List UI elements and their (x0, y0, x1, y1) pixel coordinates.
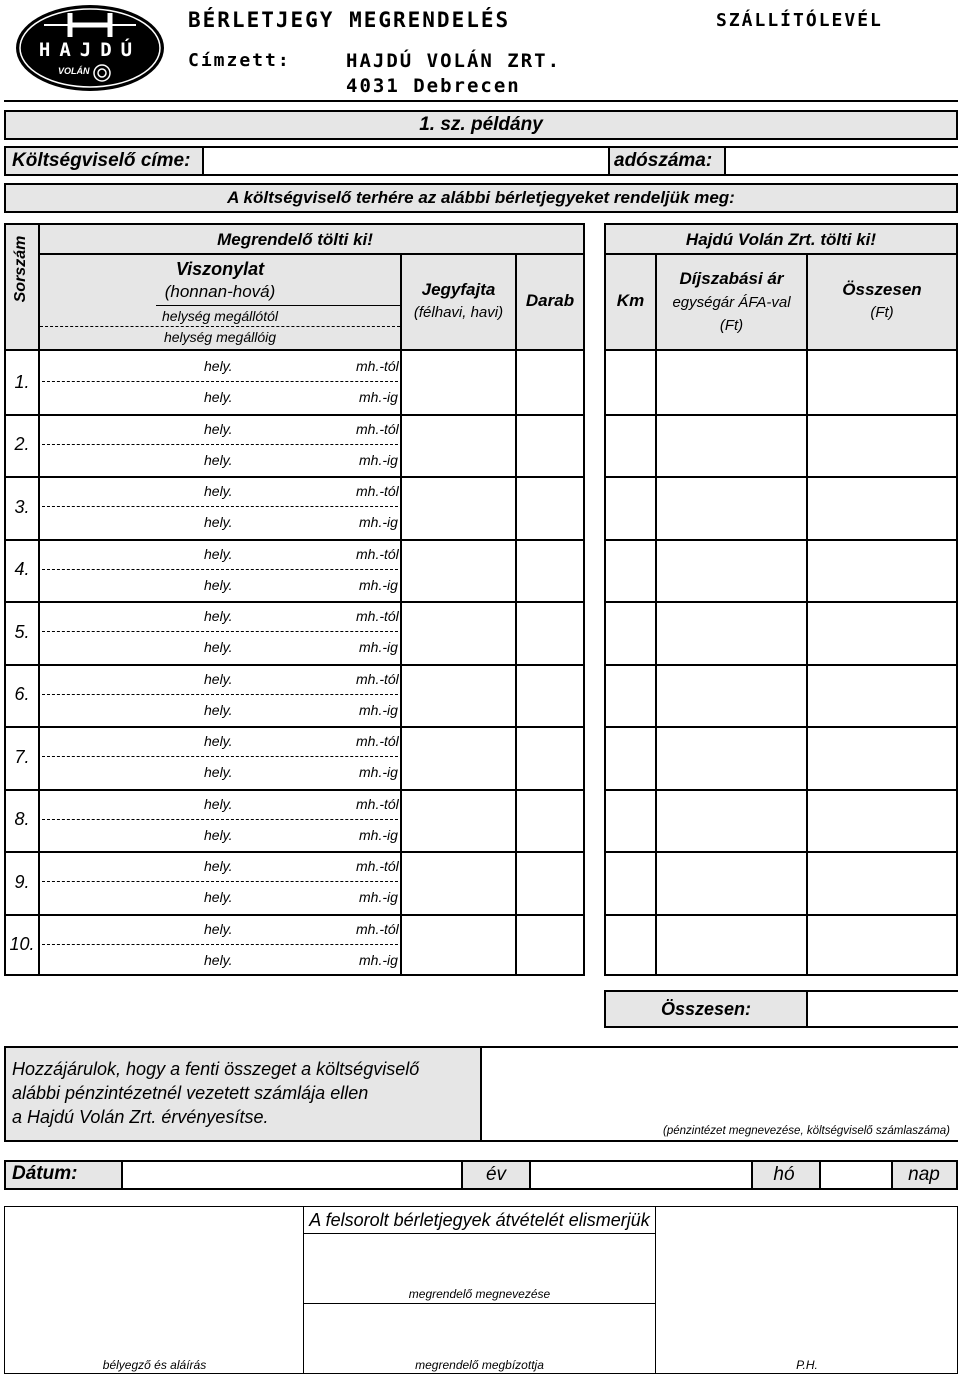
km-field[interactable] (606, 414, 655, 477)
unit-price-field[interactable] (657, 726, 806, 789)
route-field[interactable] (42, 476, 398, 539)
place-to-label: hely. (204, 951, 233, 968)
date-field-1[interactable] (121, 1162, 345, 1188)
row-serial: 5. (14, 621, 30, 642)
route-field[interactable] (42, 414, 398, 477)
stop-from-label: mh.-tól (356, 858, 399, 874)
place-to-label: hely. (204, 451, 233, 468)
logo-text: HAJDÚ (38, 39, 142, 61)
col-total: Összesen (842, 280, 922, 299)
place-from-label: hely. (204, 358, 233, 374)
row-total-field[interactable] (808, 664, 956, 727)
logo-subtext: VOLÁN (58, 66, 90, 76)
ticket-type-field[interactable] (402, 789, 515, 852)
company-fills-label: Hajdú Volán Zrt. tölti ki! (685, 230, 877, 249)
row-total-field[interactable] (808, 601, 956, 664)
km-field[interactable] (606, 476, 655, 539)
place-to-label: hely. (204, 764, 233, 780)
unit-price-field[interactable] (657, 351, 806, 414)
col-km: Km (616, 291, 645, 310)
unit-price-field[interactable] (657, 601, 806, 664)
row-total-field[interactable] (808, 414, 956, 477)
place-from-label: hely. (204, 795, 233, 812)
quantity-field[interactable] (517, 789, 583, 852)
unit-price-field[interactable] (657, 539, 806, 602)
ticket-type-field[interactable] (402, 539, 515, 602)
recipient-city: 4031 Debrecen (346, 75, 521, 97)
orderer-name-caption: megrendelő megnevezése (408, 1287, 551, 1301)
stop-to-label: mh.-ig (359, 576, 398, 593)
place-to-label: hely. (204, 889, 233, 905)
row-serial: 6. (14, 684, 30, 705)
row-total-field[interactable] (808, 351, 956, 414)
quantity-field[interactable] (517, 414, 583, 477)
row-serial: 10. (9, 934, 35, 955)
ticket-type-field[interactable] (402, 414, 515, 477)
place-to-label: hely. (204, 826, 233, 843)
route-field[interactable] (42, 601, 398, 664)
stop-to-label: mh.-ig (359, 514, 398, 530)
row-total-field[interactable] (808, 476, 956, 539)
col-route-from: helység megállótól (162, 308, 278, 324)
row-total-field[interactable] (808, 726, 956, 789)
stop-to-label: mh.-ig (359, 951, 398, 968)
quantity-field[interactable] (517, 726, 583, 789)
stop-from-label: mh.-tól (356, 608, 399, 624)
place-from-label: hely. (204, 920, 233, 937)
row-serial: 9. (14, 871, 30, 892)
ticket-type-field[interactable] (402, 664, 515, 727)
route-field[interactable] (42, 789, 398, 852)
row-total-field[interactable] (808, 539, 956, 602)
km-field[interactable] (606, 601, 655, 664)
stop-to-label: mh.-ig (359, 764, 398, 780)
company-logo (14, 3, 166, 93)
recipient-label: Címzett: (188, 50, 291, 71)
route-field[interactable] (42, 539, 398, 602)
unit-price-field[interactable] (657, 664, 806, 727)
col-total-unit: (Ft) (870, 303, 894, 321)
stop-from-label: mh.-tól (356, 920, 399, 937)
unit-price-field[interactable] (657, 914, 806, 977)
col-price-title: Díjszabási ár (679, 269, 784, 288)
row-serial: 3. (14, 496, 30, 517)
unit-price-field[interactable] (657, 789, 806, 852)
col-quantity: Darab (525, 291, 575, 310)
km-field[interactable] (606, 664, 655, 727)
bank-account-hint: (pénzintézet megnevezése, költségviselő számlaszáma) (663, 1125, 950, 1137)
col-ticket-type: Jegyfajta (421, 280, 496, 299)
place-to-label: hely. (204, 389, 233, 405)
row-total-field[interactable] (808, 789, 956, 852)
col-route-title: Viszonylat (175, 258, 265, 279)
order-sentence-box (4, 183, 958, 213)
unit-price-field[interactable] (657, 851, 806, 914)
place-from-label: hely. (204, 858, 233, 874)
stop-to-label: mh.-ig (359, 639, 398, 655)
ticket-type-field[interactable] (402, 476, 515, 539)
place-from-label: hely. (204, 670, 233, 687)
sum-value-field[interactable] (806, 992, 958, 1026)
col-serial-header: Sorszám (12, 235, 29, 303)
row-total-field[interactable] (808, 914, 956, 977)
orderer-agent-caption: megrendelő megbízottja (415, 1358, 544, 1372)
km-field[interactable] (606, 914, 655, 977)
date-day-label: nap (908, 1164, 940, 1185)
form-title: BÉRLETJEGY MEGRENDELÉS (188, 8, 511, 32)
ticket-type-field[interactable] (402, 601, 515, 664)
col-price-sub: egységár ÁFA-val (672, 293, 791, 311)
route-field[interactable] (42, 851, 398, 914)
row-serial: 2. (14, 434, 30, 455)
place-from-label: hely. (204, 733, 233, 749)
km-field[interactable] (606, 726, 655, 789)
copy-label-box (4, 110, 958, 140)
ticket-type-field[interactable] (402, 726, 515, 789)
place-from-label: hely. (204, 420, 233, 437)
stop-from-label: mh.-tól (356, 795, 399, 812)
order-sentence: A költségviselő terhére az alábbi bérletjegyeket rendeljük meg: (227, 188, 735, 207)
col-price-unit: (Ft) (719, 316, 744, 334)
route-field[interactable] (42, 351, 398, 414)
ph-caption: P.H. (796, 1358, 818, 1372)
route-field[interactable] (42, 664, 398, 727)
route-field[interactable] (42, 726, 398, 789)
quantity-field[interactable] (517, 351, 583, 414)
place-to-label: hely. (204, 576, 233, 593)
stop-to-label: mh.-ig (359, 701, 398, 718)
quantity-field[interactable] (517, 664, 583, 727)
quantity-field[interactable] (517, 476, 583, 539)
km-field[interactable] (606, 851, 655, 914)
place-from-label: hely. (204, 545, 233, 562)
quantity-field[interactable] (517, 601, 583, 664)
document-type: SZÁLLÍTÓLEVÉL (716, 10, 883, 31)
tax-number-field[interactable] (724, 148, 958, 174)
stop-to-label: mh.-ig (359, 826, 398, 843)
stop-from-label: mh.-tól (356, 420, 399, 437)
km-field[interactable] (606, 539, 655, 602)
row-total-field[interactable] (808, 851, 956, 914)
payer-address-label: Költségviselő címe: (12, 150, 191, 171)
col-route-to: helység megállóig (163, 329, 277, 345)
recipient-name: HAJDÚ VOLÁN ZRT. (346, 50, 562, 72)
route-field[interactable] (42, 914, 398, 977)
row-serial: 1. (14, 371, 30, 392)
row-serial: 8. (14, 809, 30, 830)
quantity-field[interactable] (517, 851, 583, 914)
receipt-title: A felsorolt bérletjegyek átvételét elismerjük (309, 1210, 650, 1230)
stop-from-label: mh.-tól (356, 545, 399, 562)
place-to-label: hely. (204, 639, 233, 655)
unit-price-field[interactable] (657, 476, 806, 539)
sum-label: Összesen: (660, 998, 752, 1019)
place-from-label: hely. (204, 608, 233, 624)
tax-number-label: adószáma: (614, 150, 713, 171)
ticket-type-field[interactable] (402, 914, 515, 977)
row-serial: 7. (14, 746, 30, 767)
quantity-field[interactable] (517, 539, 583, 602)
date-day-field[interactable] (819, 1162, 893, 1188)
stop-to-label: mh.-ig (359, 889, 398, 905)
date-year-label: év (485, 1164, 507, 1185)
date-label: Dátum: (12, 1163, 78, 1184)
place-to-label: hely. (204, 514, 233, 530)
stop-from-label: mh.-tól (356, 358, 399, 374)
date-month-field[interactable] (529, 1162, 753, 1188)
date-month-label: hó (773, 1164, 795, 1185)
unit-price-field[interactable] (657, 414, 806, 477)
place-from-label: hely. (204, 483, 233, 499)
stop-from-label: mh.-tól (356, 670, 399, 687)
ticket-type-field[interactable] (402, 851, 515, 914)
stop-to-label: mh.-ig (359, 389, 398, 405)
stop-to-label: mh.-ig (359, 451, 398, 468)
stop-from-label: mh.-tól (356, 733, 399, 749)
stamp-signature-caption: bélyegző és aláírás (102, 1358, 207, 1372)
km-field[interactable] (606, 789, 655, 852)
col-ticket-sub: (félhavi, havi) (413, 303, 504, 321)
row-serial: 4. (14, 559, 30, 580)
header-divider (4, 100, 958, 102)
payer-address-field[interactable] (202, 148, 610, 174)
consent-line-3: a Hajdú Volán Zrt. érvényesítse. (12, 1107, 269, 1127)
consent-line-2: alábbi pénzintézetnél vezetett számlája ellen (12, 1083, 369, 1103)
ticket-type-field[interactable] (402, 351, 515, 414)
quantity-field[interactable] (517, 914, 583, 977)
copy-label: 1. sz. példány (419, 114, 543, 135)
orderer-fills-label: Megrendelő tölti ki! (217, 230, 373, 249)
col-route-sub: (honnan-hová) (164, 282, 276, 301)
stop-from-label: mh.-tól (356, 483, 399, 499)
place-to-label: hely. (204, 701, 233, 718)
consent-line-1: Hozzájárulok, hogy a fenti összeget a költségviselő (12, 1059, 420, 1079)
date-year-field[interactable] (343, 1162, 463, 1188)
km-field[interactable] (606, 351, 655, 414)
